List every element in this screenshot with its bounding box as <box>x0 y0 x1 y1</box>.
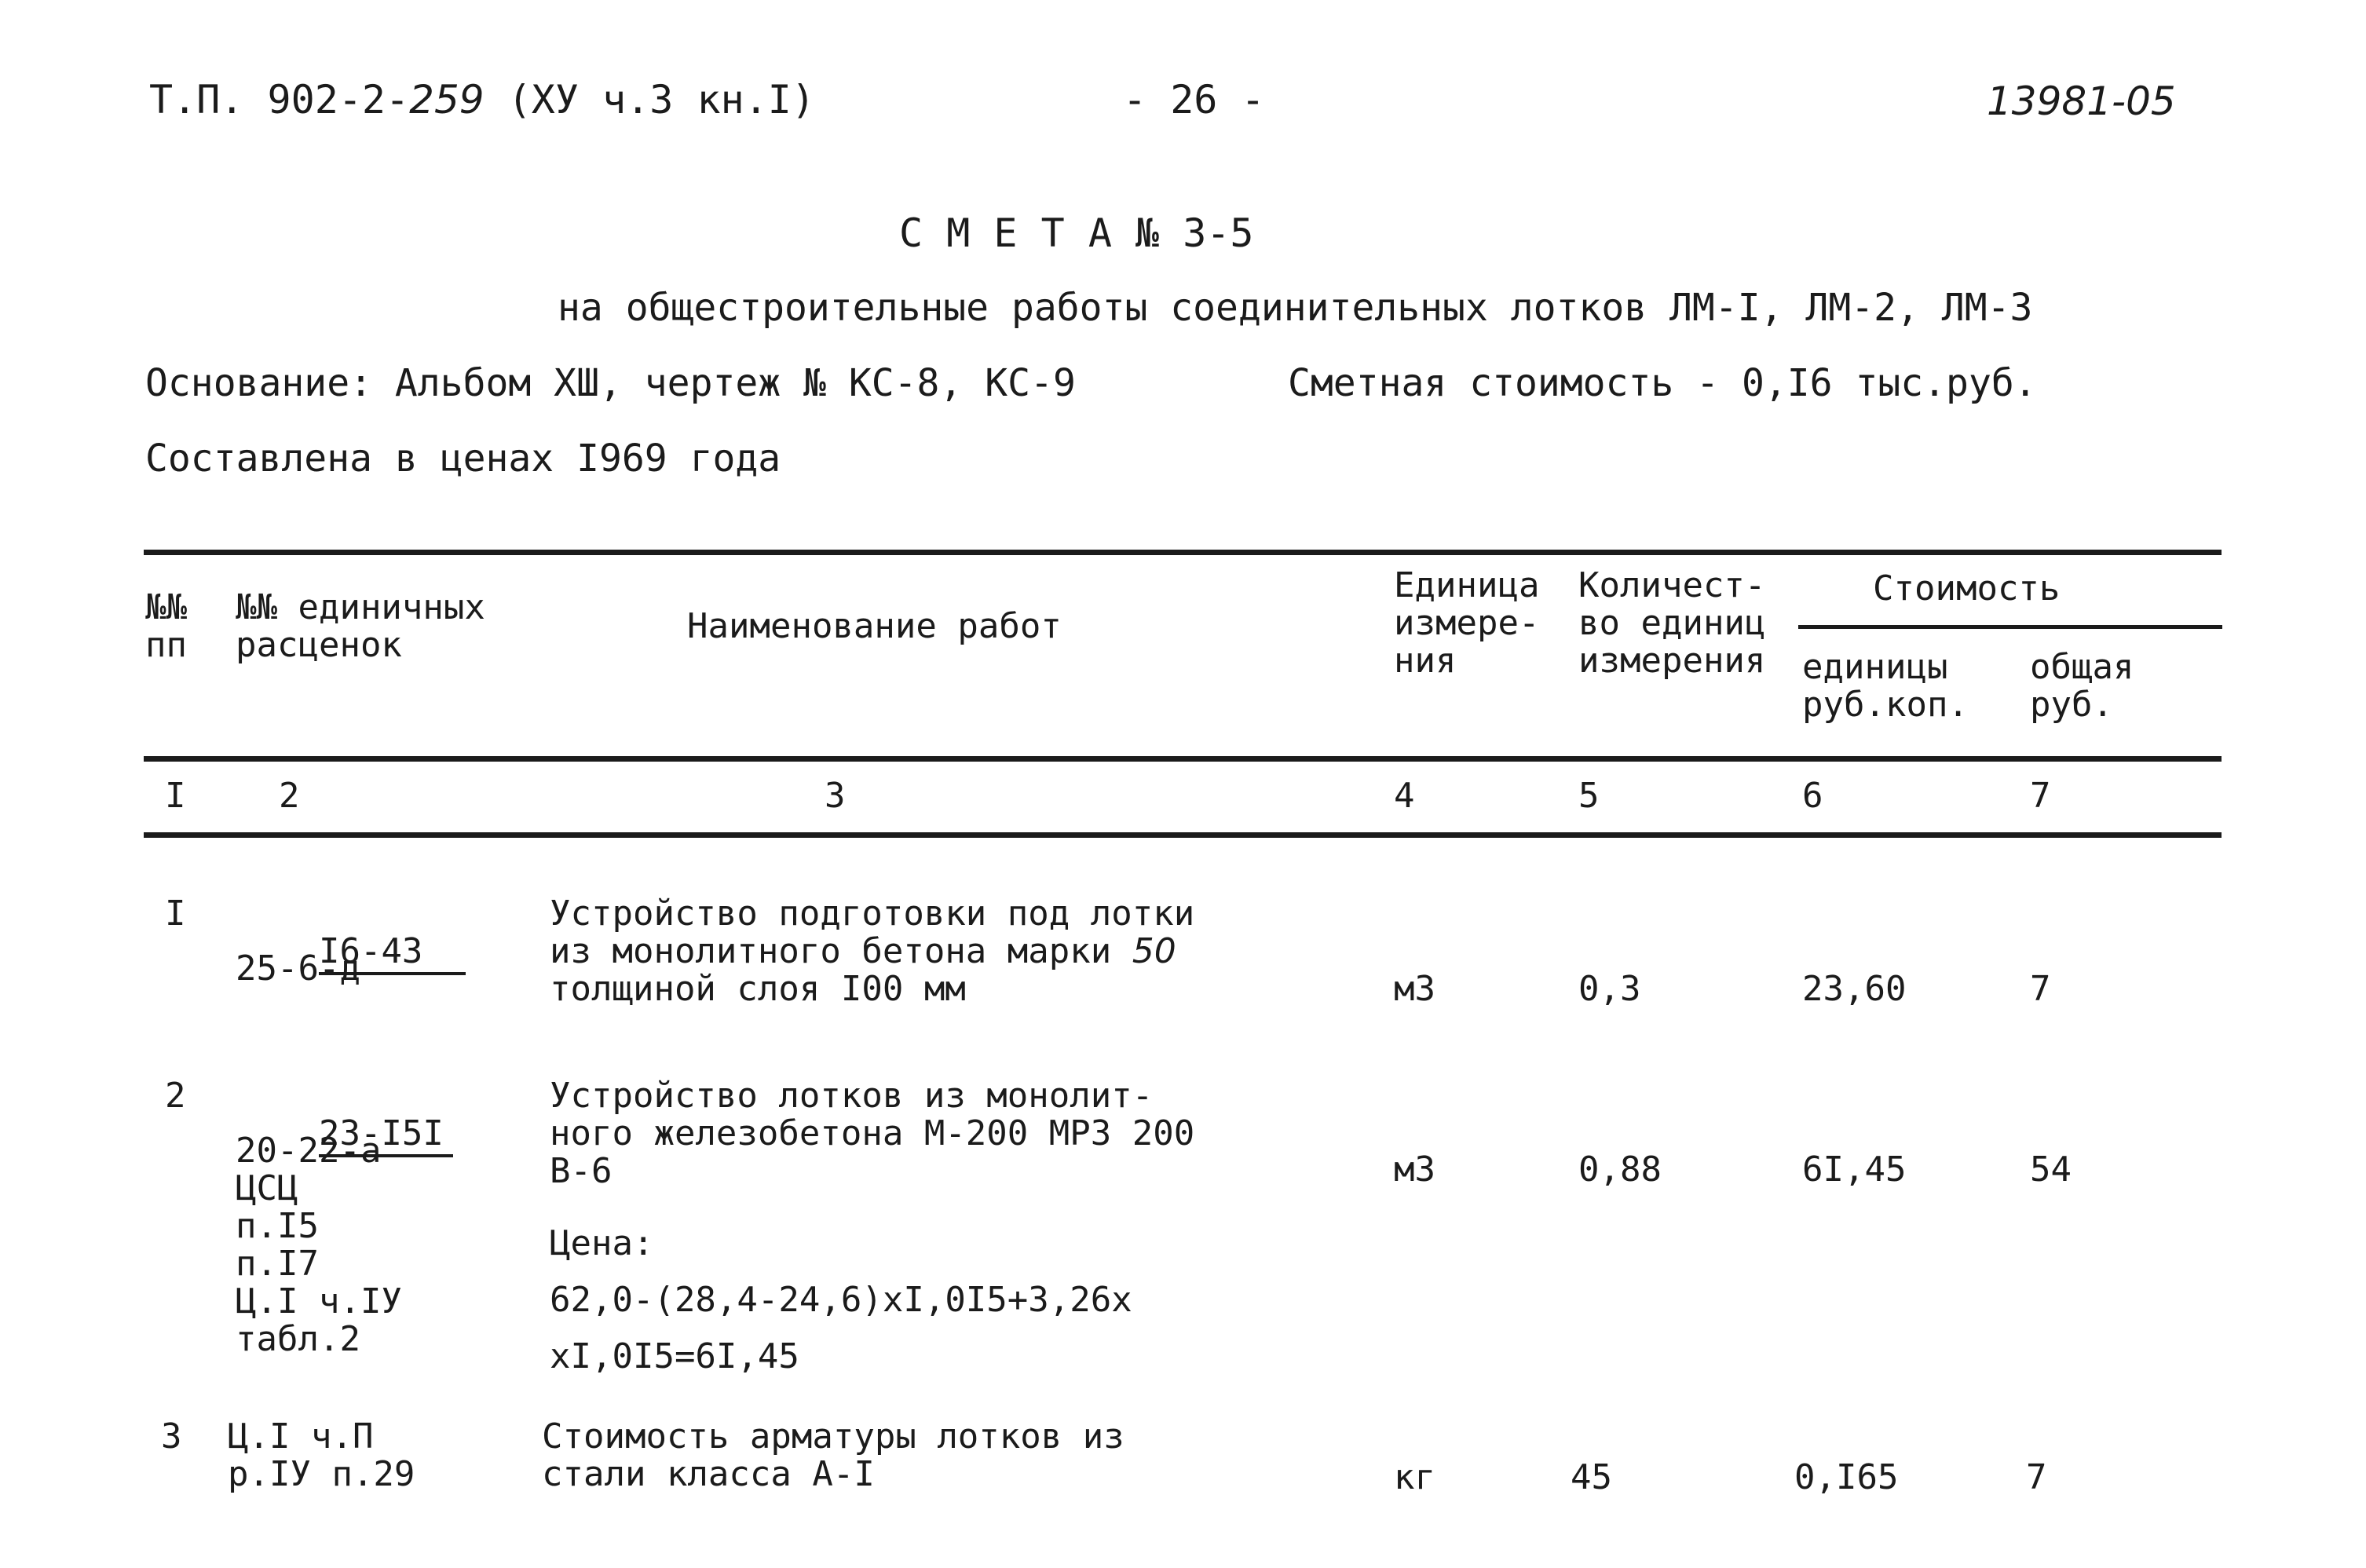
col-number-3: 3 <box>825 776 846 816</box>
unit: м3 <box>1394 1150 1435 1190</box>
unit: кг <box>1394 1457 1435 1497</box>
page-title: С М Е Т А № 3-5 <box>899 210 1254 256</box>
unit: м3 <box>1394 969 1435 1009</box>
quantity: 0,3 <box>1578 969 1641 1009</box>
price-year: Составлена в ценах I969 года <box>145 437 781 481</box>
header-col-work-name: Наименование работ <box>687 606 1062 646</box>
estimated-cost: Сметная стоимость - 0,I6 тыс.руб. <box>1288 361 2037 405</box>
row-number: 3 <box>161 1416 182 1457</box>
basis-text: Основание: Альбом ХШ, чертеж № КС-8, КС-9 <box>145 361 1076 405</box>
page-subtitle: на общестроительные работы соединительных лотков ЛМ-I, ЛМ-2, ЛМ-3 <box>558 286 2033 330</box>
cost-group-rule <box>1798 625 2222 629</box>
doc-reference-handwritten: 259 <box>409 77 485 122</box>
col-number-6: 6 <box>1802 776 1823 816</box>
header-col-unit: Единица измере- ния <box>1394 565 1540 681</box>
unit-price: 6I,45 <box>1802 1150 1907 1190</box>
col-number-7: 7 <box>2030 776 2051 816</box>
rate-code-main: I6-43 <box>319 933 466 975</box>
doc-reference-prefix: Т.П. 902-2- <box>149 77 410 122</box>
row-number: I <box>165 894 186 934</box>
concrete-grade-handwritten: 50 <box>1132 931 1176 971</box>
header-col-number: №№ пп <box>145 587 187 665</box>
price-formula-line-1: 62,0-(28,4-24,6)хI,0I5+3,26х <box>550 1280 1132 1320</box>
header-col-quantity: Количест- во единиц измерения <box>1578 565 1766 681</box>
header-col-unit-price: единицы руб.коп. <box>1802 647 1969 725</box>
row-number: 2 <box>165 1076 186 1116</box>
quantity: 45 <box>1571 1457 1612 1497</box>
total-cost: 7 <box>2030 969 2051 1009</box>
rate-code-extra: Ц.I ч.П р.IУ п.29 <box>228 1416 415 1494</box>
work-name <box>550 895 1194 1008</box>
price-formula-line-2: хI,0I5=6I,45 <box>550 1336 799 1376</box>
col-number-4: 4 <box>1394 776 1415 816</box>
work-name-tail: толщиной слоя I00 мм <box>550 969 966 1009</box>
numbers-bottom-rule <box>144 832 2222 838</box>
rate-code-extra: 25-6-д <box>236 948 360 989</box>
col-number-5: 5 <box>1578 776 1600 816</box>
page-number: - 26 - <box>1123 77 1265 122</box>
doc-reference <box>149 77 815 122</box>
table-top-rule <box>144 550 2222 555</box>
total-cost: 54 <box>2030 1150 2072 1190</box>
doc-reference-suffix: (ХУ ч.3 кн.I) <box>484 77 816 122</box>
doc-code: 13981-05 <box>1987 79 2176 124</box>
rate-code-main: 23-I5I <box>319 1115 453 1157</box>
header-cost-group: Стоимость <box>1873 568 2061 609</box>
price-label: Цена: <box>550 1223 654 1263</box>
quantity: 0,88 <box>1578 1150 1662 1190</box>
col-number-1: I <box>165 776 186 816</box>
rate-code-extra: 20-22-а ЦСЦ п.I5 п.I7 Ц.I ч.IУ табл.2 <box>236 1131 402 1359</box>
header-bottom-rule <box>144 756 2222 762</box>
work-name-text: Устройство подготовки под лотки из монолитного бетона марки <box>550 894 1195 971</box>
work-name: Стоимость арматуры лотков из стали класса А-I <box>542 1416 1124 1494</box>
header-col-total: общая руб. <box>2030 647 2134 725</box>
total-cost: 7 <box>2026 1457 2047 1497</box>
unit-price: 23,60 <box>1802 969 1907 1009</box>
header-col-rate-codes: №№ единичных расценок <box>236 587 485 665</box>
work-name: Устройство лотков из монолит- ного железобетона М-200 МРЗ 200 В-6 <box>550 1076 1195 1191</box>
col-number-2: 2 <box>279 776 300 816</box>
unit-price: 0,I65 <box>1794 1457 1899 1497</box>
